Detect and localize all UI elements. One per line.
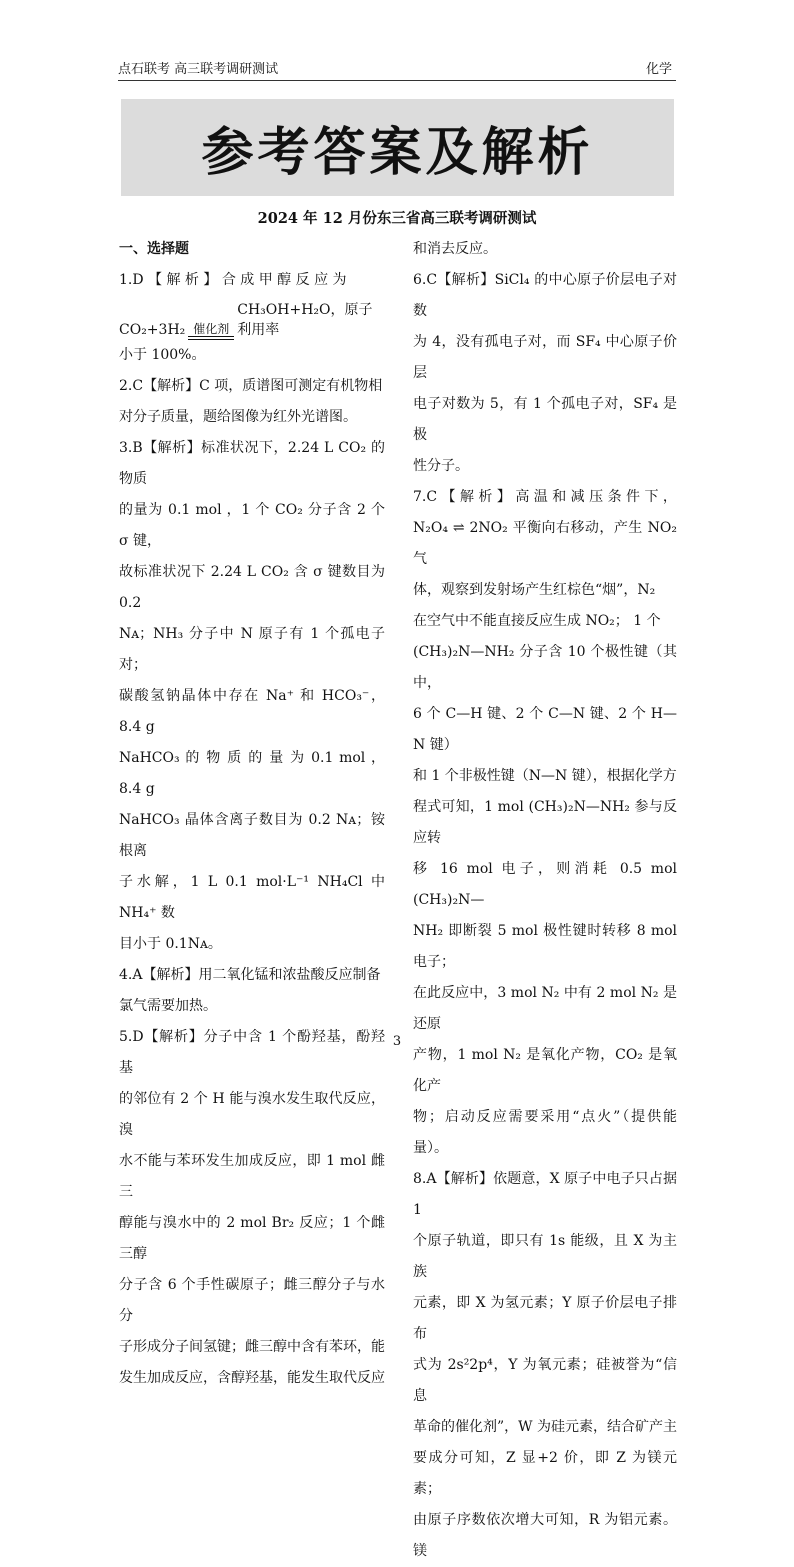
text-line: 性分子。 <box>413 458 469 474</box>
text-line: 小于 100%。 <box>119 347 206 363</box>
text-line: 革命的催化剂”，W 为硅元素，结合矿产主 <box>413 1419 677 1435</box>
text-line: 物；启动反应需要采用“点火”（提供能量）。 <box>413 1109 677 1156</box>
text-line: 为 4，没有孤电子对，而 SF₄ 中心原子价层 <box>413 334 677 381</box>
text-line: 4.A【解析】用二氧化锰和浓盐酸反应制备 <box>119 967 381 983</box>
text-line: 1.D 【 解 析 】 合 成 甲 醇 反 应 为 <box>119 272 347 288</box>
reactants: CO₂+3H₂ <box>119 322 186 338</box>
text-line: 醇能与溴水中的 2 mol Br₂ 反应；1 个雌三醇 <box>119 1215 385 1262</box>
section-heading: 一、选择题 <box>119 241 189 257</box>
text-line: (CH₃)₂N—NH₂ 分子含 10 个极性键（其中， <box>413 644 677 691</box>
text-line: 电子对数为 5，有 1 个孤电子对，SF₄ 是极 <box>413 396 677 443</box>
text-line: 由原子序数依次增大可知，R 为铝元素。镁 <box>413 1512 677 1559</box>
text-line: 子水解，1 L 0.1 mol·L⁻¹ NH₄Cl 中 NH₄⁺ 数 <box>119 874 385 921</box>
catalyst-arrow <box>188 322 234 340</box>
text-line: 移 16 mol 电子，则消耗 0.5 mol (CH₃)₂N— <box>413 861 677 908</box>
text-line: 子形成分子间氢键；雌三醇中含有苯环，能 <box>119 1339 385 1355</box>
page-number: 3 <box>392 1034 402 1049</box>
products: CH₃OH+H₂O，原子利用率 <box>237 302 373 338</box>
text-line: 8.A【解析】依题意，X 原子中电子只占据 1 <box>413 1171 677 1218</box>
header-left: 点石联考 高三联考调研测试 <box>118 62 279 77</box>
catalyst-label: 催化剂 <box>193 322 230 336</box>
text-line: 5.D【解析】分子中含 1 个酚羟基，酚羟基 <box>119 1029 385 1076</box>
text-line: 碳酸氢钠晶体中存在 Na⁺ 和 HCO₃⁻， 8.4 g <box>119 688 385 735</box>
text-line: 水不能与苯环发生加成反应，即 1 mol 雌三 <box>119 1153 385 1200</box>
text-line: 在此反应中，3 mol N₂ 中有 2 mol N₂ 是还原 <box>413 985 677 1032</box>
text-line: 3.B【解析】标准状况下，2.24 L CO₂ 的物质 <box>119 440 385 487</box>
text-line: 的邻位有 2 个 H 能与溴水发生取代反应，溴 <box>119 1091 385 1138</box>
text-line: 程式可知，1 mol (CH₃)₂N—NH₂ 参与反应转 <box>413 799 677 846</box>
text-line: 分子含 6 个手性碳原子；雌三醇分子与水分 <box>119 1277 385 1324</box>
text-line: 6.C【解析】SiCl₄ 的中心原子价层电子对数 <box>413 272 677 319</box>
text-line: 氯气需要加热。 <box>119 998 217 1014</box>
text-line: 目小于 0.1Nᴀ。 <box>119 936 222 952</box>
text-line: 在空气中不能直接反应生成 NO₂； 1 个 <box>413 613 661 629</box>
text-line: 体，观察到发射场产生红棕色“烟”，N₂ <box>413 582 656 598</box>
text-line: 故标准状况下 2.24 L CO₂ 含 σ 键数目为 0.2 <box>119 564 385 611</box>
text-line: NH₂ 即断裂 5 mol 极性键时转移 8 mol 电子； <box>413 923 677 970</box>
header-right: 化学 <box>645 62 672 77</box>
exam-subtitle: 2024 年 12 月份东三省高三联考调研测试 <box>257 210 537 227</box>
text-line: 的量为 0.1 mol ，1 个 CO₂ 分子含 2 个 σ 键， <box>119 502 385 549</box>
text-line: 和 1 个非极性键（N—N 键），根据化学方 <box>413 768 677 784</box>
right-column <box>413 234 677 1567</box>
title-banner <box>121 99 674 196</box>
text-line: 个原子轨道，即只有 1s 能级，且 X 为主族 <box>413 1233 677 1280</box>
text-line: 发生加成反应，含醇羟基，能发生取代反应 <box>119 1370 385 1386</box>
text-line: N₂O₄ ⇌ 2NO₂ 平衡向右移动，产生 NO₂ 气 <box>413 520 677 567</box>
text-line: 2.C【解析】C 项，质谱图可测定有机物相 <box>119 378 383 394</box>
text-line: 和消去反应。 <box>413 241 497 257</box>
text-line: 要成分可知，Z 显+2 价，即 Z 为镁元素； <box>413 1450 677 1497</box>
text-line: Nᴀ；NH₃ 分子中 N 原子有 1 个孤电子对； <box>119 626 385 673</box>
text-line: 6 个 C—H 键、2 个 C—N 键、2 个 H—N 键） <box>413 706 677 753</box>
text-line: 元素，即 X 为氢元素；Y 原子价层电子排布 <box>413 1295 677 1342</box>
text-line: 7.C 【 解 析 】 高 温 和 减 压 条 件 下 ， <box>413 489 677 505</box>
banner-title: 参考答案及解析 <box>201 122 594 183</box>
text-line: NaHCO₃ 晶体含离子数目为 0.2 Nᴀ；铵根离 <box>119 812 385 859</box>
text-line: 对分子质量，题给图像为红外光谱图。 <box>119 409 357 425</box>
text-line: 式为 2s²2p⁴，Y 为氧元素；硅被誉为“信息 <box>413 1357 677 1404</box>
header-divider <box>118 80 676 81</box>
left-column <box>119 234 385 1394</box>
text-line: 产物，1 mol N₂ 是氧化产物，CO₂ 是氧化产 <box>413 1047 677 1094</box>
reaction-equation <box>119 300 385 340</box>
text-line: NaHCO₃ 的 物 质 的 量 为 0.1 mol ， 8.4 g <box>119 750 385 797</box>
